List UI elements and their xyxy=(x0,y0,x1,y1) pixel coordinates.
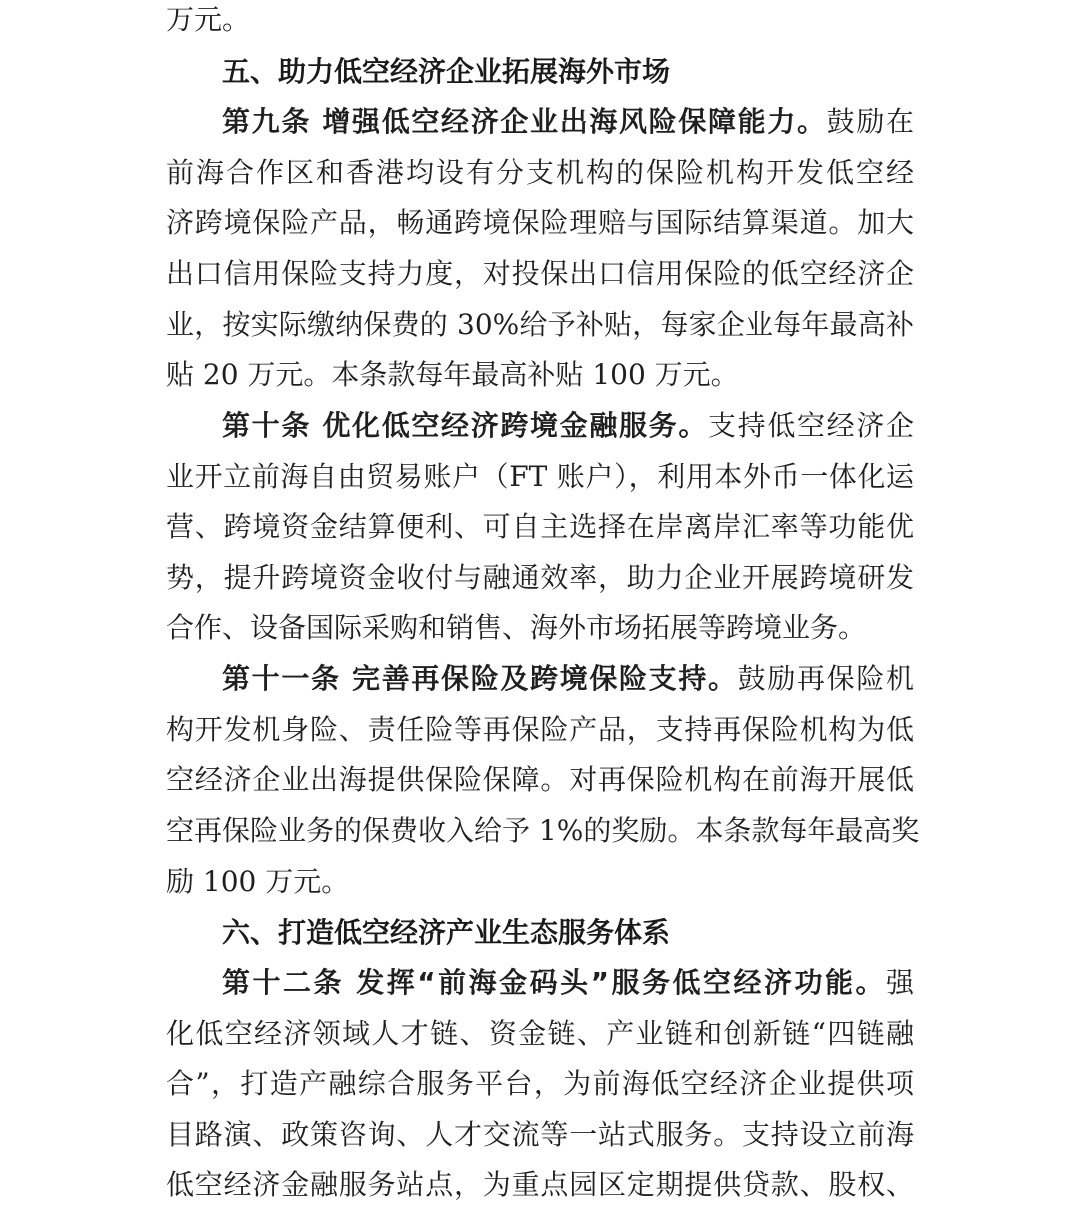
text-line: 合”，打造产融综合服务平台，为前海低空经济企业提供项 xyxy=(166,1067,914,1100)
text-line: 励 100 万元。 xyxy=(166,865,350,898)
article-11-title: 第十一条 完善再保险及跨境保险支持。 xyxy=(222,662,738,695)
text-line: 化低空经济领域人才链、资金链、产业链和创新链“四链融 xyxy=(166,1017,914,1050)
article-11-first-line xyxy=(222,659,914,699)
text-line: 低空经济金融服务站点，为重点园区定期提供贷款、股权、 xyxy=(166,1168,914,1201)
article-9-first-line xyxy=(222,102,914,142)
text-line: 合作、设备国际采购和销售、海外市场拓展等跨境业务。 xyxy=(166,611,867,644)
section-heading-5: 五、助力低空经济企业拓展海外市场 xyxy=(222,55,671,88)
section-heading-6: 六、打造低空经济产业生态服务体系 xyxy=(222,916,671,949)
article-10-text: 支持低空经济企 xyxy=(708,409,914,442)
text-line: 万元。 xyxy=(166,3,251,36)
article-10-first-line xyxy=(222,406,914,446)
article-12-first-line xyxy=(222,963,914,1003)
text-line: 贴 20 万元。本条款每年最高补贴 100 万元。 xyxy=(166,358,739,391)
text-line: 空经济企业出海提供保险保障。对再保险机构在前海开展低 xyxy=(166,763,914,796)
text-line: 目路演、政策咨询、人才交流等一站式服务。支持设立前海 xyxy=(166,1118,914,1151)
text-line: 业开立前海自由贸易账户（FT 账户），利用本外币一体化运 xyxy=(166,460,914,493)
text-line: 势，提升跨境资金收付与融通效率，助力企业开展跨境研发 xyxy=(166,561,914,594)
article-9-title: 第九条 增强低空经济企业出海风险保障能力。 xyxy=(222,105,827,138)
text-line: 营、跨境资金结算便利、可自主选择在岸离岸汇率等功能优 xyxy=(166,510,914,543)
article-12-title: 第十二条 发挥“前海金码头”服务低空经济功能。 xyxy=(222,966,886,999)
text-line: 构开发机身险、责任险等再保险产品，支持再保险机构为低 xyxy=(166,713,914,746)
article-9-text: 鼓励在 xyxy=(826,105,914,138)
text-line: 前海合作区和香港均设有分支机构的保险机构开发低空经 xyxy=(166,156,914,189)
article-12-text: 强 xyxy=(885,966,914,999)
article-11-text: 鼓励再保险机 xyxy=(737,662,914,695)
text-line: 济跨境保险产品，畅通跨境保险理赔与国际结算渠道。加大 xyxy=(166,206,914,239)
text-line: 业，按实际缴纳保费的 30%给予补贴，每家企业每年最高补 xyxy=(166,308,914,341)
text-line: 出口信用保险支持力度，对投保出口信用保险的低空经济企 xyxy=(166,257,914,290)
text-line: 空再保险业务的保费收入给予 1%的奖励。本条款每年最高奖 xyxy=(166,814,920,847)
article-10-title: 第十条 优化低空经济跨境金融服务。 xyxy=(222,409,709,442)
